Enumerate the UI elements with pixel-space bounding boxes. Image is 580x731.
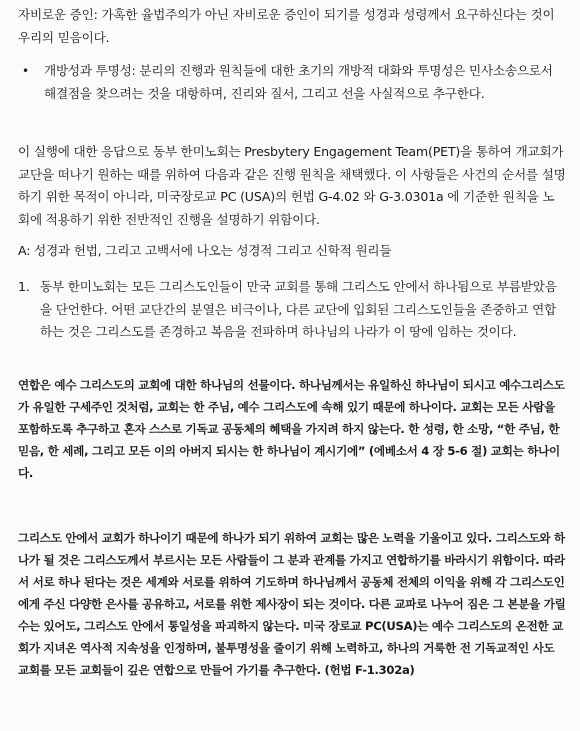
bold-paragraph-text: 그리스도 안에서 교회가 하나이기 때문에 하나가 되기 위하여 교회는 많은 노력을 기울이고 있다. 그리스도와 하나가 될 것은 그리스도께서 부르시는 모든 사람들이 그 분과 관계를 가지고 연합하기를 바라시기 위함이다. 따라서 서로 하나 된다는 것은 세계와 서로를 위하여 기도하며 하나님께서 공동체 전체의 이익을 위해 각 그리스도인에게 주신 다양한 은사를 공유하고, 서로를 위한 제사장이 되는 것이다. 다른 교파로 나누어 짐은 그 본분을 가릴수는 있어도, 그리스도 안에서 통일성을 파괴하지 않는다. 미국 장로교 PC(USA)는 예수 그리스도의 온전한 교회가 지녀온 역사적 지속성을 인정하며, 불투명성을 줄이기 위해 노력하고, 하나의 거룩한 전 기독교적인 사도 교회를 모든 교회들이 깊은 연합으로 만들어 가기를 추구한다. (헌법 F-1.302a) <box>18 531 566 677</box>
section-heading-a <box>18 240 566 263</box>
section-heading-text: A: 성경과 헌법, 그리고 고백서에 나오는 성경적 그리고 신학적 원리들 <box>18 243 392 258</box>
bullet-text: 개방성과 투명성: 분리의 진행과 원칙들에 대한 초기의 개방적 대화와 투명성은 민사소송으로서 해결점을 찾으려는 것을 대항하며, 진리와 질서, 그리고 선을 사실적으로 추구한다. <box>44 63 553 101</box>
item-number: 1. <box>18 279 30 294</box>
bullet-openness-transparency <box>18 60 566 105</box>
bold-paragraph-text: 연합은 예수 그리스도의 교회에 대한 하나님의 선물이다. 하나님께서는 유일하신 하나님이 되시고 예수그리스도가 유일한 구세주인 것처럼, 교회는 한 주님, 예수 그리스도에 속해 있기 때문에 하나이다. 교회는 모든 사람을 포함하도록 추구하고 혼자 스스로 기독교 공동체의 혜택을 가지려 하지 않는다. 한 성령, 한 소망, “한 주님, 한 믿음, 한 세례, 그리고 모든 이의 아버지 되시는 한 하나님이 계시기에” (에베소서 4 장 5-6 절) 교회는 하나이다. <box>18 378 565 480</box>
bullet-dot-icon: • <box>22 64 30 78</box>
numbered-row <box>18 276 566 344</box>
bold-paragraph-unity-gift <box>18 374 566 484</box>
bullet-row <box>18 60 566 105</box>
paragraph-procedure <box>18 141 566 231</box>
item-text: 동부 한미노회는 모든 그리스도인들이 만국 교회를 통해 그리스도 안에서 하나됨으로 부름받았음을 단언한다. 어떤 교단간의 분열은 비극이나, 다른 교단에 입회된 그리스도인들을 존중하고 연합하는 것은 그리스도를 존경하고 복음을 전파하며 하나님의 나라가 이 땅에 임하는 것이다. <box>40 279 557 339</box>
bold-paragraph-unity-effort <box>18 527 566 681</box>
numbered-item-1 <box>18 276 566 344</box>
paragraph-text: 이 실행에 대한 응답으로 동부 한미노회는 Presbytery Engagement Team(PET)을 통하여 개교회가 교단을 떠나기 원하는 때를 위하여 다음과 같은 진행 원칙을 채택했다. 이 사항들은 사건의 순서를 설명하기 위한 목적이 아니라, 미국장로교 PC (USA)의 헌법 G-4.02 와 G-3.0301a 에 기준한 원칙을 노회에 적용하기 위한 전반적인 진행을 설명하기 위함이다. <box>18 144 566 227</box>
paragraph-merciful-witness <box>18 4 566 49</box>
paragraph-text: 자비로운 증인: 가혹한 율법주의가 아닌 자비로운 증인이 되기를 성경과 성령께서 요구하신다는 것이 우리의 믿음이다. <box>18 7 555 45</box>
